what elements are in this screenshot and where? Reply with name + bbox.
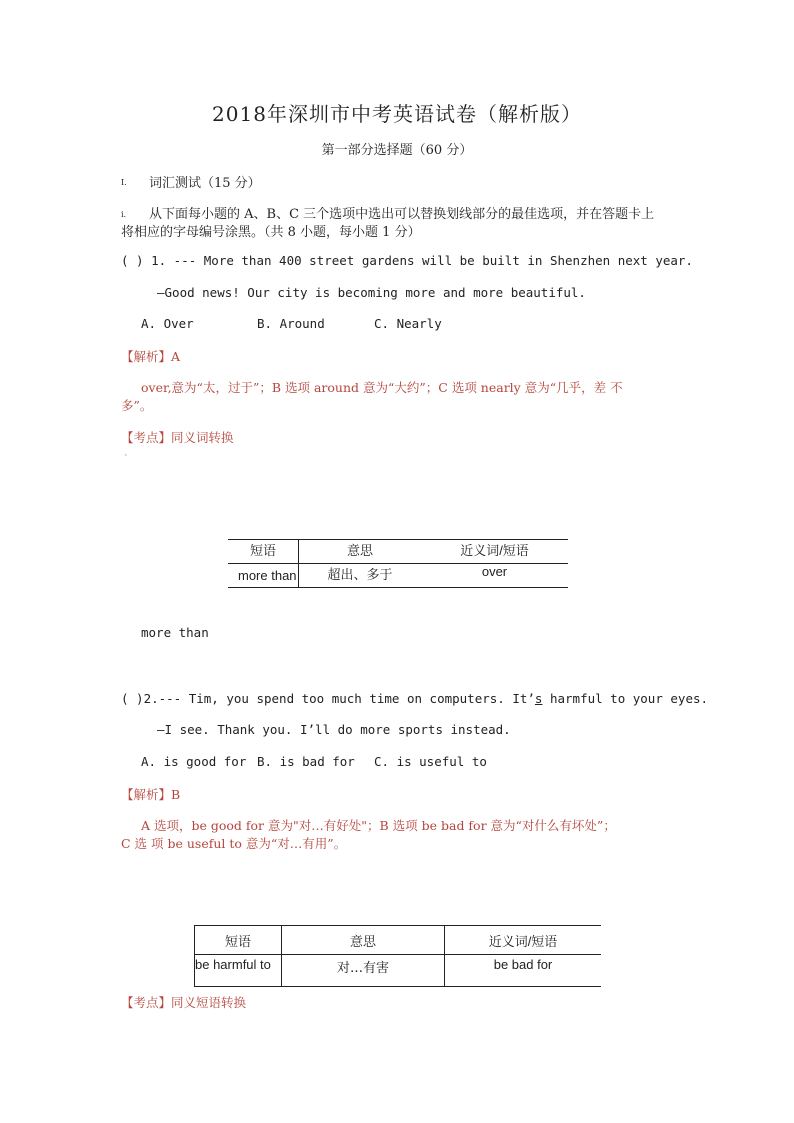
question-2-vocab-table — [194, 925, 601, 987]
question-1-analysis-line-1: over,意为“太，过于”；B 选项 around 意为“大约”；C 选项 nearly 意为“几乎，差 不 — [141, 380, 623, 395]
question-2-stem-before: ( )2.--- Tim, you spend too much time on computers. It’ — [121, 691, 535, 706]
question-2-stem-after: harmful to your eyes. — [542, 691, 709, 706]
table-header-meaning: 意思 — [346, 543, 373, 558]
question-1-option-a: A. Over — [141, 316, 194, 331]
table-cell-synonym: over — [481, 564, 508, 579]
question-2-analysis-line-2: C 选 项 be useful to 意为“对…有用”。 — [121, 836, 347, 851]
question-2-stem — [121, 691, 708, 706]
table-header-synonym: 近义词/短语 — [460, 543, 529, 558]
stray-mark: ` — [124, 455, 129, 465]
question-1-vocab-table — [228, 539, 568, 588]
question-2-option-c: C. is useful to — [374, 754, 487, 769]
question-1-option-c: C. Nearly — [374, 316, 442, 331]
section-heading: 词汇测试（15 分） — [149, 176, 261, 191]
table-cell-meaning: 超出、多于 — [327, 568, 393, 583]
question-1-analysis-line-2: 多”。 — [121, 398, 153, 413]
table-cell-phrase: be harmful to — [195, 955, 282, 987]
table-header-meaning: 意思 — [282, 926, 445, 955]
section-bullet: I. — [121, 178, 127, 187]
question-1-reply: —Good news! Our city is becoming more and more beautiful. — [157, 285, 586, 300]
question-2-answer: 【解析】B — [121, 787, 181, 802]
instruction-line-2: 将相应的字母编号涂黑。（共 8 小题，每小题 1 分） — [121, 225, 421, 240]
question-1-point: 【考点】同义词转换 — [121, 430, 234, 445]
question-2-analysis-line-1: A 选项，be good for 意为"对…有好处"；B 选项 be bad for 意为“对什么有坏处”； — [141, 818, 616, 833]
table-header-phrase: 短语 — [195, 926, 282, 955]
table-cell-synonym: be bad for — [493, 957, 553, 972]
question-1-answer: 【解析】A — [121, 349, 181, 364]
table-header-synonym: 近义词/短语 — [488, 933, 558, 949]
table-header-phrase: 短语 — [228, 540, 299, 564]
section-subtitle: 第一部分选择题（60 分） — [321, 143, 473, 158]
question-2-option-b: B. is bad for — [257, 754, 355, 769]
table-cell-phrase: more than — [228, 564, 299, 588]
table-cell-meaning: 对…有害 — [282, 955, 445, 987]
question-1-option-b: B. Around — [257, 316, 325, 331]
question-2-underlined-word: s — [534, 691, 543, 706]
question-2-option-a: A. is good for — [141, 754, 247, 769]
question-2-point: 【考点】同义短语转换 — [121, 995, 247, 1010]
page-title: 2018年深圳市中考英语试卷（解析版） — [212, 102, 582, 126]
question-1-stem: ( ) 1. --- More than 400 street gardens will be built in Shenzhen next year. — [121, 253, 693, 268]
instruction-line-1: 从下面每小题的 A、B、C 三个选项中选出可以替换划线部分的最佳选项，并在答题卡上 — [149, 207, 655, 222]
instruction-bullet: i. — [121, 210, 127, 219]
question-2-reply: —I see. Thank you. I’ll do more sports instead. — [157, 722, 511, 737]
question-1-after-table: more than — [141, 625, 209, 640]
